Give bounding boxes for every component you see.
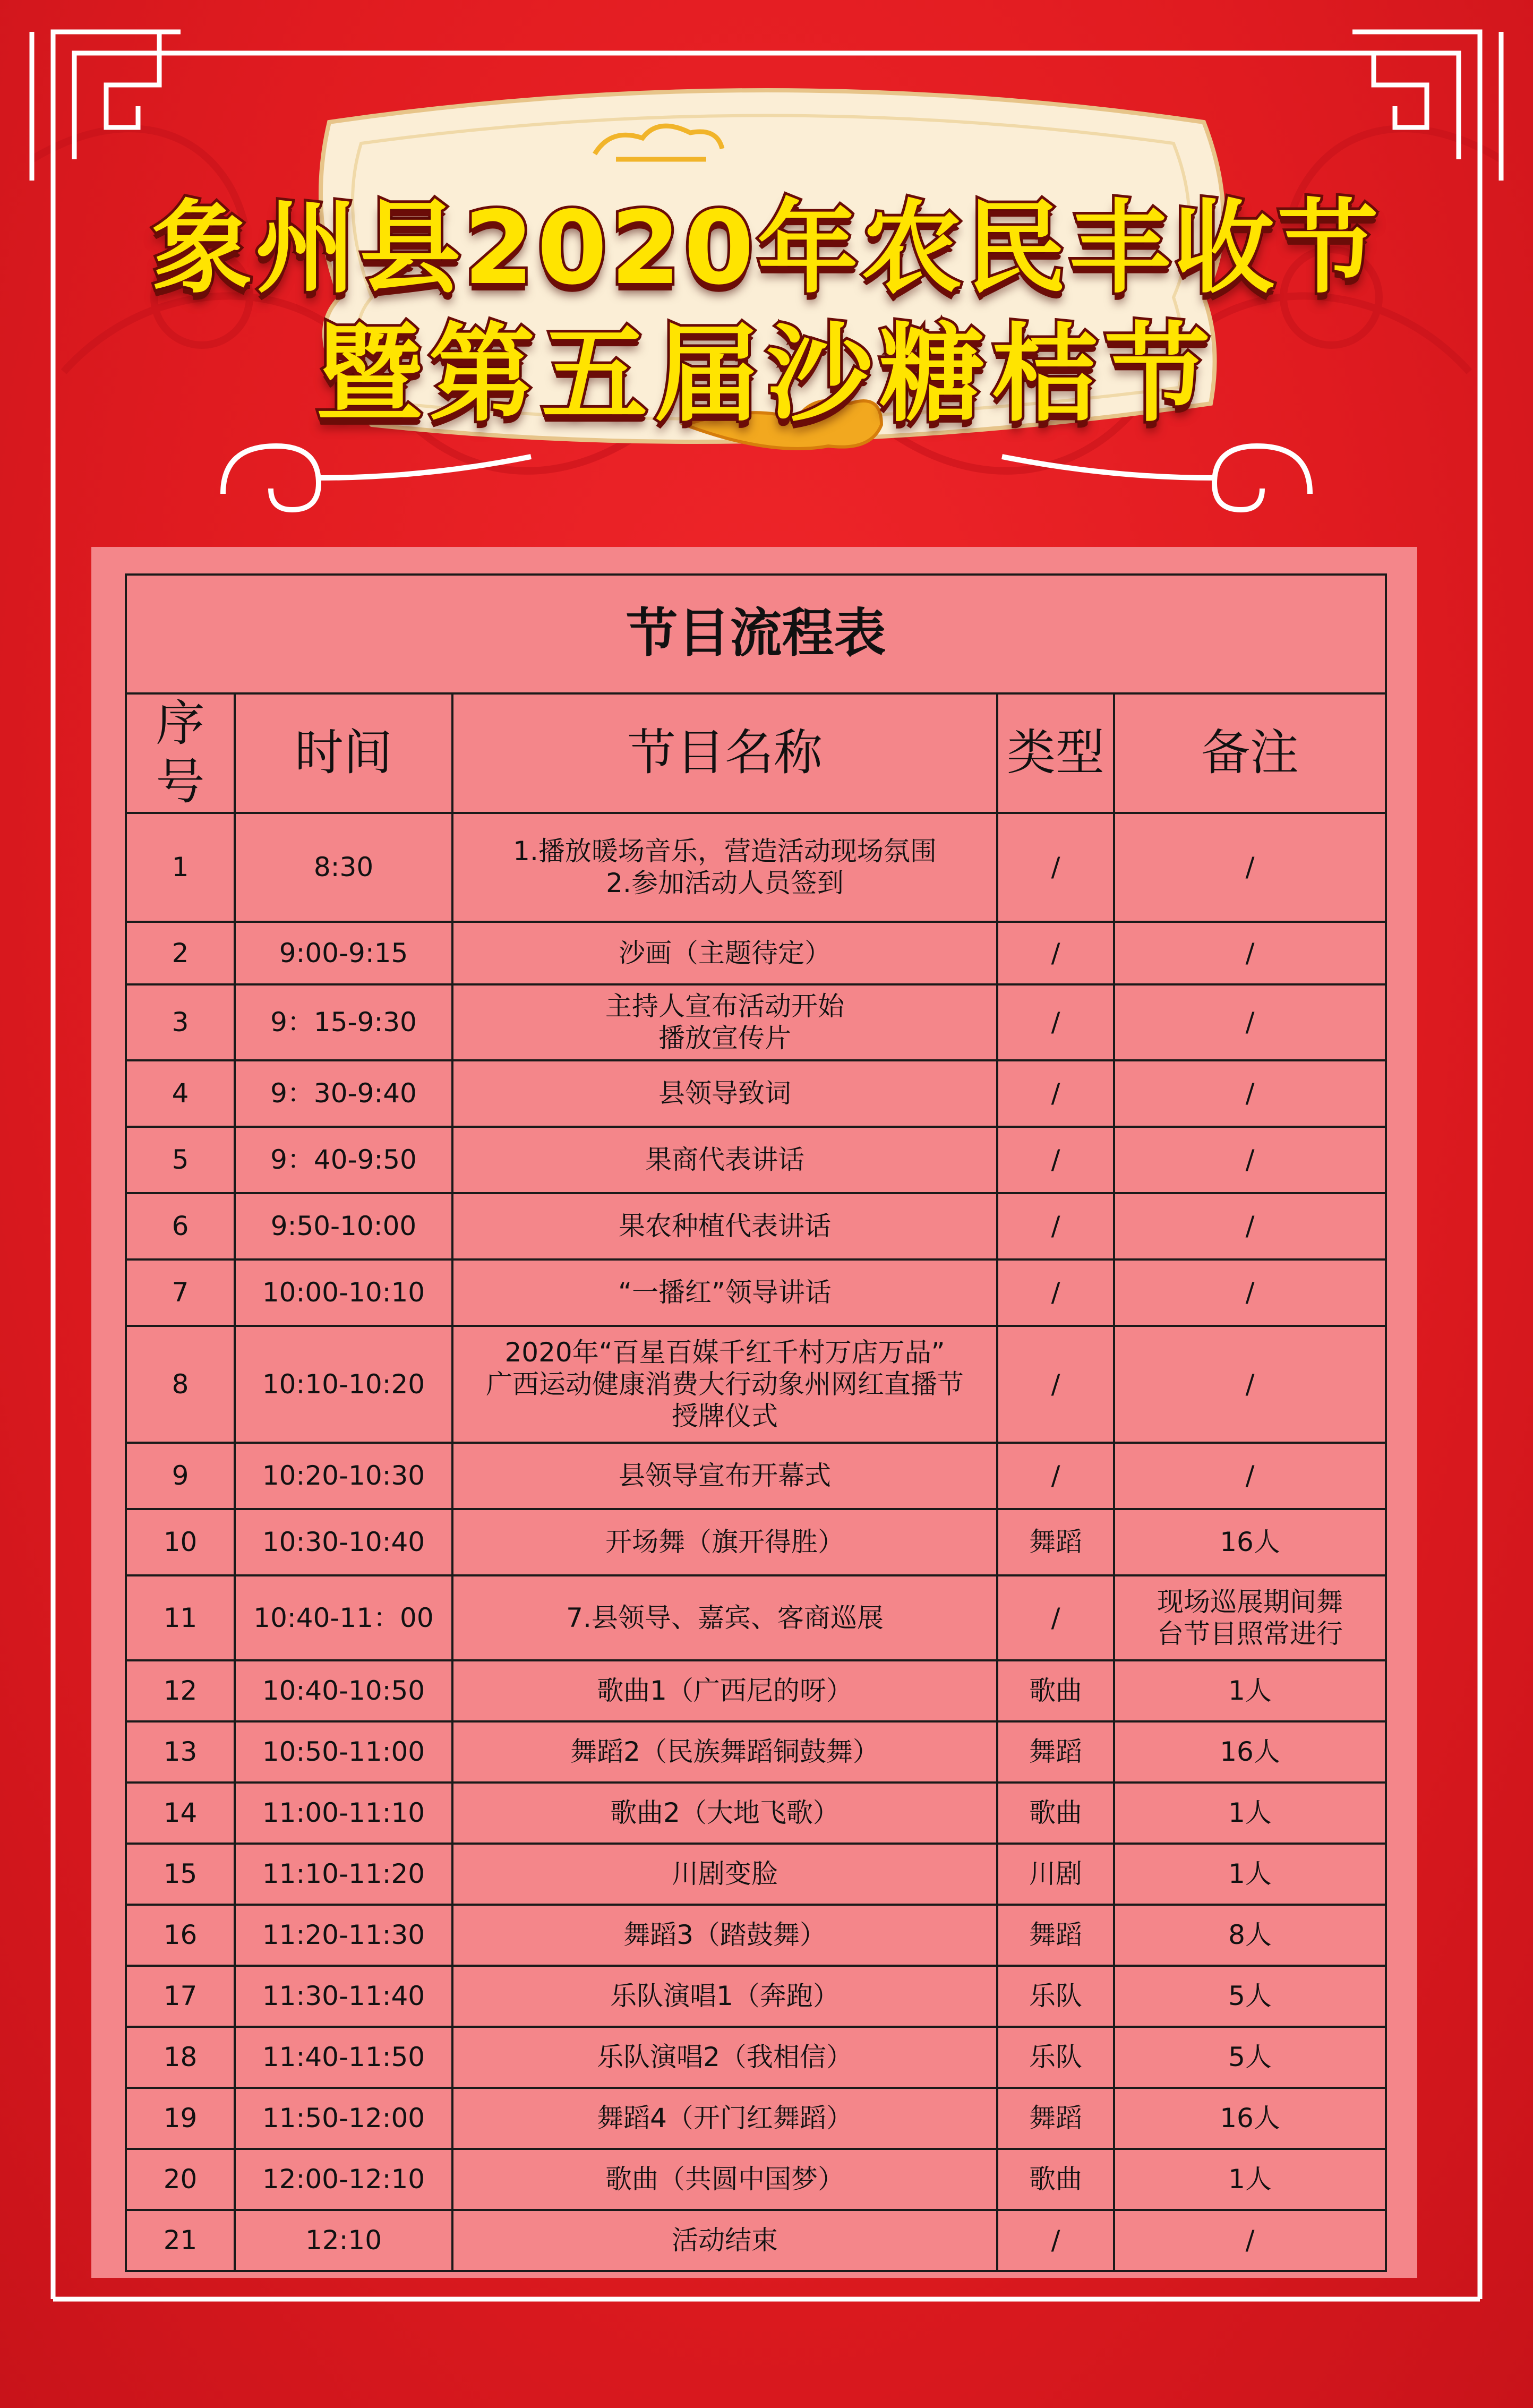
cell-time: 10:10-10:20 [235, 1326, 452, 1443]
cell-name [452, 1783, 997, 1844]
cell-note [1114, 1660, 1386, 1721]
cell-name [452, 1660, 997, 1721]
cell-time: 9：30-9:40 [235, 1060, 452, 1127]
cell-time: 8:30 [235, 813, 452, 922]
cell-note [1114, 984, 1386, 1060]
cell-name [452, 1844, 997, 1905]
note-line: 5人 [1228, 2042, 1272, 2073]
program-name-line: “一播红”领导讲话 [618, 1277, 832, 1308]
table-row [126, 2149, 1386, 2210]
cell-type: / [997, 1127, 1114, 1193]
program-schedule-table [125, 573, 1387, 2272]
note-line: 1人 [1228, 1858, 1272, 1890]
cell-name [452, 2088, 997, 2149]
header-note: 备注 [1114, 693, 1386, 813]
program-name-line: 2.参加活动人员签到 [606, 868, 844, 899]
cell-no: 18 [126, 2027, 235, 2088]
table-row [126, 1509, 1386, 1575]
cell-no: 20 [126, 2149, 235, 2210]
table-body [126, 813, 1386, 2271]
cell-no: 19 [126, 2088, 235, 2149]
cell-name [452, 922, 997, 984]
cell-no: 5 [126, 1127, 235, 1193]
cell-note [1114, 1966, 1386, 2027]
cell-type: / [997, 922, 1114, 984]
table-row [126, 922, 1386, 984]
cell-type: 川剧 [997, 1844, 1114, 1905]
cell-no: 2 [126, 922, 235, 984]
table-row [126, 813, 1386, 922]
note-line: / [1245, 1368, 1255, 1400]
cell-note [1114, 1844, 1386, 1905]
table-row [126, 2088, 1386, 2149]
scroll-ornament-left [223, 446, 531, 510]
cell-time: 10:40-11：00 [235, 1575, 452, 1660]
program-name-line: 播放宣传片 [658, 1023, 791, 1054]
cell-note [1114, 1193, 1386, 1259]
cell-name [452, 1443, 997, 1509]
cell-time: 10:30-10:40 [235, 1509, 452, 1575]
cell-name [452, 2210, 997, 2271]
table-row [126, 1443, 1386, 1509]
cell-note [1114, 1443, 1386, 1509]
cell-note [1114, 1783, 1386, 1844]
cell-type: 乐队 [997, 1966, 1114, 2027]
cell-note [1114, 1127, 1386, 1193]
cell-no: 15 [126, 1844, 235, 1905]
cell-note [1114, 1259, 1386, 1326]
cell-type: 歌曲 [997, 1660, 1114, 1721]
cell-type: / [997, 1060, 1114, 1127]
corner-ornament-top-right [1352, 32, 1501, 181]
table-row [126, 1783, 1386, 1844]
cell-type: 舞蹈 [997, 1905, 1114, 1966]
cell-time: 11:00-11:10 [235, 1783, 452, 1844]
note-line: / [1245, 1007, 1255, 1038]
table-row [126, 1193, 1386, 1259]
cell-type: 舞蹈 [997, 1721, 1114, 1783]
cell-type: / [997, 813, 1114, 922]
note-line: 1人 [1228, 1675, 1272, 1707]
header-no: 序号 [126, 693, 235, 813]
cell-type: 歌曲 [997, 2149, 1114, 2210]
cell-name [452, 2149, 997, 2210]
note-line: / [1245, 2225, 1255, 2256]
cell-no: 12 [126, 1660, 235, 1721]
cell-note [1114, 1509, 1386, 1575]
cell-name [452, 1193, 997, 1259]
cell-time: 11:30-11:40 [235, 1966, 452, 2027]
cell-name [452, 2027, 997, 2088]
poster-title-line-2: 暨第五届沙糖桔节 [316, 313, 1217, 436]
cell-name [452, 1127, 997, 1193]
cell-time: 12:10 [235, 2210, 452, 2271]
table-row [126, 1905, 1386, 1966]
program-name-line: 乐队演唱2（我相信） [597, 2042, 853, 2073]
program-name-line: 歌曲1（广西尼的呀） [597, 1675, 853, 1707]
program-name-line: 舞蹈2（民族舞蹈铜鼓舞） [570, 1736, 879, 1768]
note-line: 16人 [1220, 1736, 1280, 1768]
cell-no: 14 [126, 1783, 235, 1844]
cell-type: / [997, 1443, 1114, 1509]
table-row [126, 1721, 1386, 1783]
cell-name [452, 1509, 997, 1575]
program-name-line: 果商代表讲话 [645, 1144, 804, 1176]
cell-no: 4 [126, 1060, 235, 1127]
cell-note [1114, 1721, 1386, 1783]
program-name-line: 开场舞（旗开得胜） [605, 1527, 844, 1558]
program-name-line: 7.县领导、嘉宾、客商巡展 [566, 1602, 884, 1633]
note-line: 台节目照常进行 [1157, 1618, 1343, 1649]
cell-name [452, 1905, 997, 1966]
cell-name [452, 1259, 997, 1326]
cell-time: 10:50-11:00 [235, 1721, 452, 1783]
cell-name [452, 1575, 997, 1660]
note-line: / [1245, 1144, 1255, 1176]
cell-type: 歌曲 [997, 1783, 1114, 1844]
cell-time: 9：15-9:30 [235, 984, 452, 1060]
program-name-line: 歌曲2（大地飞歌） [610, 1797, 840, 1829]
note-line: / [1245, 1078, 1255, 1109]
cell-type: 乐队 [997, 2027, 1114, 2088]
table-row [126, 1326, 1386, 1443]
table-row [126, 1060, 1386, 1127]
program-name-line: 2020年“百星百媒千红千村万店万品” [504, 1336, 945, 1368]
cell-no: 13 [126, 1721, 235, 1783]
table-row [126, 1844, 1386, 1905]
cell-type: / [997, 1575, 1114, 1660]
cell-name [452, 1721, 997, 1783]
cell-name [452, 813, 997, 922]
cell-time: 11:20-11:30 [235, 1905, 452, 1966]
program-name-line: 县领导致词 [658, 1078, 791, 1109]
cell-type: 舞蹈 [997, 2088, 1114, 2149]
scroll-ornament-right [1002, 446, 1310, 510]
table-row [126, 984, 1386, 1060]
program-name-line: 县领导宣布开幕式 [619, 1460, 831, 1492]
cell-note [1114, 1575, 1386, 1660]
cell-note [1114, 922, 1386, 984]
cell-type: / [997, 1193, 1114, 1259]
program-name-line: 川剧变脸 [672, 1858, 778, 1890]
cell-note [1114, 1326, 1386, 1443]
cell-note [1114, 813, 1386, 922]
table-row [126, 1127, 1386, 1193]
note-line: 1人 [1228, 1797, 1272, 1829]
cell-name [452, 1326, 997, 1443]
note-line: 现场巡展期间舞 [1157, 1586, 1343, 1617]
cell-no: 10 [126, 1509, 235, 1575]
cell-type: / [997, 984, 1114, 1060]
cell-note [1114, 2027, 1386, 2088]
table-caption: 节目流程表 [126, 575, 1386, 693]
table-row [126, 1259, 1386, 1326]
note-line: / [1245, 1277, 1255, 1308]
cell-time: 11:40-11:50 [235, 2027, 452, 2088]
poster-title-line-1: 象州县2020年农民丰收节 [151, 190, 1382, 307]
cell-no: 11 [126, 1575, 235, 1660]
cell-no: 3 [126, 984, 235, 1060]
cell-name [452, 984, 997, 1060]
cell-type: 舞蹈 [997, 1509, 1114, 1575]
header-type: 类型 [997, 693, 1114, 813]
cell-no: 17 [126, 1966, 235, 2027]
cell-note [1114, 1905, 1386, 1966]
program-name-line: 授牌仪式 [672, 1400, 778, 1432]
note-line: / [1245, 852, 1255, 883]
cell-time: 10:00-10:10 [235, 1259, 452, 1326]
cell-no: 7 [126, 1259, 235, 1326]
program-name-line: 沙画（主题待定） [619, 937, 831, 969]
cell-no: 8 [126, 1326, 235, 1443]
corner-ornament-top-left [32, 32, 181, 181]
cell-name [452, 1966, 997, 2027]
program-name-line: 主持人宣布活动开始 [605, 991, 844, 1022]
note-line: 16人 [1220, 2103, 1280, 2134]
note-line: / [1245, 937, 1255, 969]
cell-time: 11:50-12:00 [235, 2088, 452, 2149]
cell-no: 21 [126, 2210, 235, 2271]
program-name-line: 乐队演唱1（奔跑） [610, 1981, 840, 2012]
cell-name [452, 1060, 997, 1127]
note-line: 1人 [1228, 2164, 1272, 2195]
table-row [126, 1966, 1386, 2027]
table-row [126, 1660, 1386, 1721]
cell-type: / [997, 2210, 1114, 2271]
program-name-line: 果农种植代表讲话 [619, 1211, 831, 1242]
cell-time: 9：40-9:50 [235, 1127, 452, 1193]
note-line: 16人 [1220, 1527, 1280, 1558]
cell-time: 9:50-10:00 [235, 1193, 452, 1259]
program-name-line: 活动结束 [672, 2225, 778, 2256]
program-name-line: 舞蹈4（开门红舞蹈） [597, 2103, 853, 2134]
cell-time: 11:10-11:20 [235, 1844, 452, 1905]
note-line: 5人 [1228, 1981, 1272, 2012]
cell-time: 10:20-10:30 [235, 1443, 452, 1509]
cell-time: 10:40-10:50 [235, 1660, 452, 1721]
cell-note [1114, 2210, 1386, 2271]
table-header-row [126, 693, 1386, 813]
cell-type: / [997, 1326, 1114, 1443]
cell-note [1114, 2149, 1386, 2210]
cell-type: / [997, 1259, 1114, 1326]
header-name: 节目名称 [452, 693, 997, 813]
cell-time: 9:00-9:15 [235, 922, 452, 984]
cell-no: 1 [126, 813, 235, 922]
note-line: 8人 [1228, 1919, 1272, 1951]
note-line: / [1245, 1211, 1255, 1242]
table-row [126, 1575, 1386, 1660]
cell-time: 12:00-12:10 [235, 2149, 452, 2210]
header-time: 时间 [235, 693, 452, 813]
program-name-line: 1.播放暖场音乐，营造活动现场氛围 [513, 836, 937, 867]
program-name-line: 歌曲（共圆中国梦） [605, 2164, 844, 2195]
program-name-line: 广西运动健康消费大行动象州网红直播节 [486, 1368, 964, 1400]
program-name-line: 舞蹈3（踏鼓舞） [623, 1919, 826, 1951]
table-row [126, 2210, 1386, 2271]
note-line: / [1245, 1460, 1255, 1492]
cell-note [1114, 1060, 1386, 1127]
cell-no: 9 [126, 1443, 235, 1509]
cell-no: 16 [126, 1905, 235, 1966]
table-row [126, 2027, 1386, 2088]
cell-no: 6 [126, 1193, 235, 1259]
cell-note [1114, 2088, 1386, 2149]
